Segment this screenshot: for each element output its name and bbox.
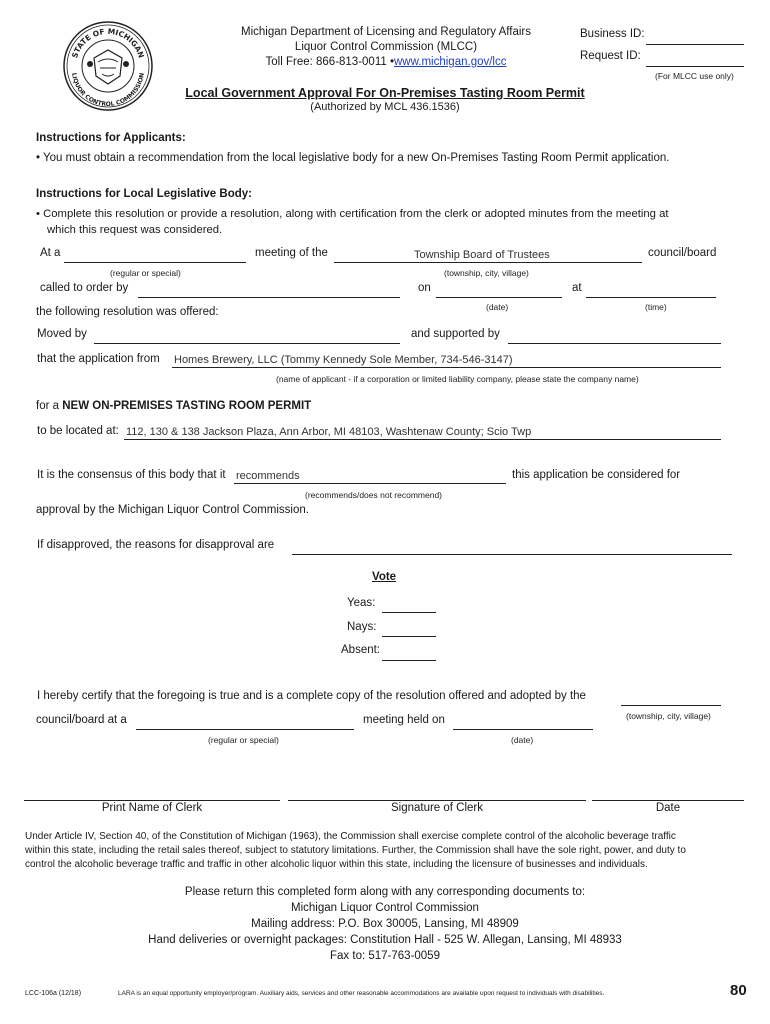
page-number: 80 (730, 982, 747, 999)
article-line-1: Under Article IV, Section 40, of the Constitution of Michigan (1963), the Commission shall exercise complete control of the alcoholic beverage traffic (25, 831, 676, 842)
meeting-time-input[interactable] (586, 283, 716, 298)
meeting-of-the-label: meeting of the (255, 247, 328, 259)
permit-type: NEW ON-PREMISES TASTING ROOM PERMIT (62, 400, 312, 412)
regular-special-hint: (regular or special) (110, 268, 181, 278)
website-link[interactable]: www.michigan.gov/lcc (394, 56, 507, 68)
called-to-order-label: called to order by (40, 282, 129, 294)
yeas-input[interactable] (382, 598, 436, 613)
page-title: Local Government Approval For On-Premises Tasting Room Permit (185, 86, 585, 100)
certify-date-input[interactable] (453, 715, 593, 730)
nays-label: Nays: (347, 621, 377, 633)
at-label: at (572, 282, 582, 294)
applicant-instructions-heading: Instructions for Applicants: (36, 132, 186, 144)
nays-input[interactable] (382, 622, 436, 637)
request-id-label: Request ID: (580, 50, 641, 62)
legislative-instructions-heading: Instructions for Local Legislative Body: (36, 188, 252, 200)
certify-township-hint: (township, city, village) (626, 711, 711, 721)
supported-by-label: and supported by (411, 328, 500, 340)
request-id-input[interactable] (646, 52, 744, 67)
applicant-hint: (name of applicant - if a corporation or limited liability company, please state the company name) (276, 374, 639, 384)
disapproval-label: If disapproved, the reasons for disapproval are (37, 539, 275, 551)
approval-by-label: approval by the Michigan Liquor Control Commission. (36, 504, 309, 516)
at-a-label: At a (40, 247, 61, 259)
application-from-label: that the application from (37, 353, 160, 365)
date-label: Date (655, 802, 681, 814)
township-hint: (township, city, village) (444, 268, 529, 278)
return-line-1: Please return this completed form along with any corresponding documents to: (184, 886, 586, 898)
certify-date-hint: (date) (511, 735, 534, 745)
on-label: on (418, 282, 431, 294)
absent-input[interactable] (382, 646, 436, 661)
resolution-offered-label: the following resolution was offered: (36, 306, 219, 318)
clerk-signature-input[interactable] (288, 786, 586, 801)
disapproval-reasons-input[interactable] (292, 540, 732, 555)
yeas-label: Yeas: (347, 597, 376, 609)
permit-line (36, 400, 311, 412)
time-hint: (time) (645, 302, 667, 312)
recommendation-input[interactable] (234, 469, 506, 484)
article-line-2: within this state, including the retail sales thereof, subject to statutory limitations. Further, the Commission shall have the sole right, power, and duty to (25, 845, 686, 856)
council-board-at-a-label: council/board at a (36, 714, 127, 726)
legislative-instructions-bullet-line1: • Complete this resolution or provide a resolution, along with certification from the clerk or adopted minutes from the meeting at (36, 208, 669, 220)
commission-name: Liquor Control Commission (MLCC) (294, 41, 478, 53)
seal-top-text: STATE OF MICHIGAN (70, 26, 146, 60)
applicant-instructions-bullet: • You must obtain a recommendation from the local legislative body for a new On-Premises Tasting Room Permit application. (36, 152, 670, 164)
mlcc-use-only-note: (For MLCC use only) (655, 71, 734, 81)
certify-meeting-type-input[interactable] (136, 715, 354, 730)
governing-body-input[interactable] (334, 248, 642, 263)
equal-opportunity-notice: LARA is an equal opportunity employer/program. Auxiliary aids, services and other reasonable accommodations are available upon request to individuals with disabilities. (118, 990, 605, 997)
meeting-date-input[interactable] (436, 283, 562, 298)
page-subtitle: (Authorized by MCL 436.1536) (310, 101, 460, 113)
svg-text:LIQUOR CONTROL COMMISSION (70, 72, 146, 108)
location-input[interactable] (124, 425, 721, 440)
return-line-2: Michigan Liquor Control Commission (291, 902, 479, 914)
signature-label: Signature of Clerk (390, 802, 484, 814)
meeting-held-on-label: meeting held on (363, 714, 445, 726)
legislative-instructions-bullet-line2: which this request was considered. (47, 224, 223, 236)
signature-date-input[interactable] (592, 786, 744, 801)
department-name: Michigan Department of Licensing and Regulatory Affairs (240, 26, 531, 38)
certify-regular-special-hint: (regular or special) (208, 735, 279, 745)
seal-bottom-text: LIQUOR CONTROL COMMISSION (70, 72, 146, 109)
return-line-5: Fax to: 517-763-0059 (330, 950, 440, 962)
return-line-3: Mailing address: P.O. Box 30005, Lansing, MI 48909 (251, 918, 519, 930)
return-line-4: Hand deliveries or overnight packages: Constitution Hall - 525 W. Allegan, Lansing, MI 48933 (148, 934, 622, 946)
applicant-name-input[interactable] (172, 353, 721, 368)
certify-text: I hereby certify that the foregoing is true and is a complete copy of the resolution offered and adopted by the (37, 690, 586, 702)
vote-heading: Vote (372, 571, 397, 583)
form-code: LCC-106a (12/18) (25, 990, 82, 997)
article-line-3: control the alcoholic beverage traffic and traffic in other alcoholic liquor within this state, including the licensure of businesses and individuals. (25, 859, 648, 870)
clerk-print-name-input[interactable] (24, 786, 280, 801)
moved-by-input[interactable] (94, 329, 400, 344)
moved-by-label: Moved by (37, 328, 87, 340)
business-id-label: Business ID: (580, 28, 645, 40)
considered-for-label: this application be considered for (512, 469, 681, 481)
meeting-type-input[interactable] (64, 248, 246, 263)
called-to-order-input[interactable] (138, 283, 400, 298)
date-hint: (date) (486, 302, 509, 312)
print-name-label: Print Name of Clerk (101, 802, 203, 814)
council-board-label: council/board (648, 247, 717, 259)
toll-free: Toll Free: 866-813-0011 • (265, 56, 394, 68)
located-at-label: to be located at: (37, 425, 119, 437)
for-a-label: for a (36, 400, 60, 412)
supported-by-input[interactable] (508, 329, 721, 344)
absent-label: Absent: (341, 644, 380, 656)
michigan-seal-logo (62, 20, 154, 112)
recommend-hint: (recommends/does not recommend) (305, 490, 443, 500)
business-id-input[interactable] (646, 30, 744, 45)
contact-line (200, 56, 572, 68)
consensus-label: It is the consensus of this body that it (37, 469, 226, 481)
certify-township-input[interactable] (621, 691, 721, 706)
